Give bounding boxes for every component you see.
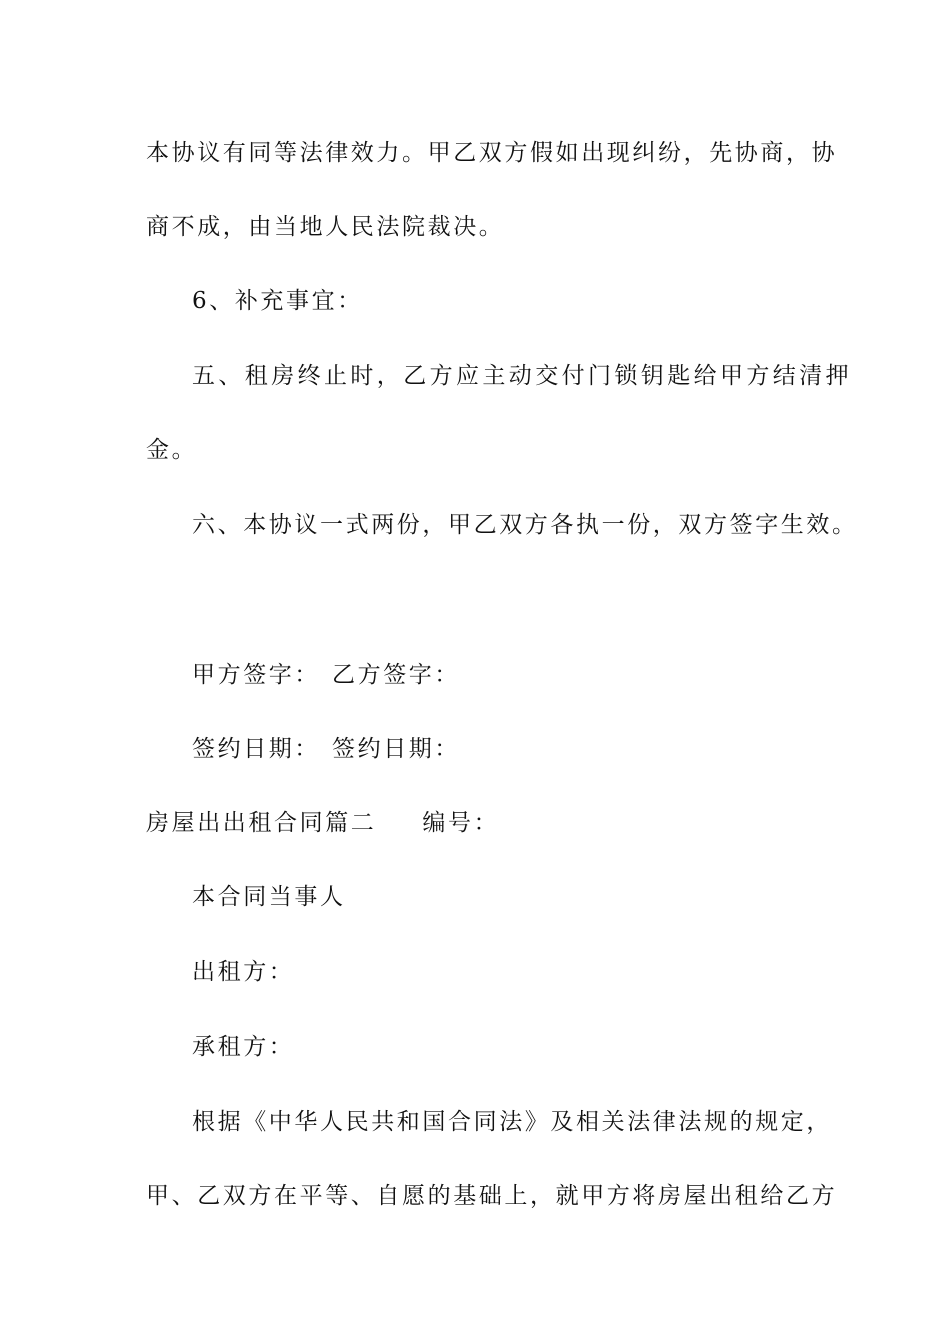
body-line-2: 甲、乙双方在平等、自愿的基础上，就甲方将房屋出租给乙方 <box>146 1183 838 1209</box>
supplement-heading: 6、补充事宜： <box>192 288 363 314</box>
clause-five-line-1: 五、租房终止时，乙方应主动交付门锁钥匙给甲方结清押 <box>192 363 852 389</box>
parties-intro: 本合同当事人 <box>192 884 346 910</box>
paragraph-line-1: 本协议有同等法律效力。甲乙双方假如出现纠纷，先协商，协 <box>146 140 838 166</box>
date-line <box>192 729 862 769</box>
section-two-title-line <box>146 803 816 843</box>
signature-line <box>192 655 862 695</box>
body-line-1: 根据《中华人民共和国合同法》及相关法律法规的规定， <box>192 1109 832 1135</box>
contract-number-label: 编号： <box>422 810 500 836</box>
lessee-label: 承租方： <box>192 1034 295 1060</box>
section-two-title: 房屋出出租合同篇二 <box>146 810 377 836</box>
party-b-date-label: 签约日期： <box>332 736 460 762</box>
party-b-signature-label: 乙方签字： <box>332 662 460 688</box>
clause-five-line-2: 金。 <box>146 437 198 463</box>
clause-six: 六、本协议一式两份，甲乙双方各执一份，双方签字生效。 <box>192 512 858 538</box>
lessor-label: 出租方： <box>192 959 295 985</box>
party-a-date-label: 签约日期： <box>192 736 320 762</box>
party-a-signature-label: 甲方签字： <box>192 662 320 688</box>
paragraph-line-2: 商不成，由当地人民法院裁决。 <box>146 214 505 240</box>
